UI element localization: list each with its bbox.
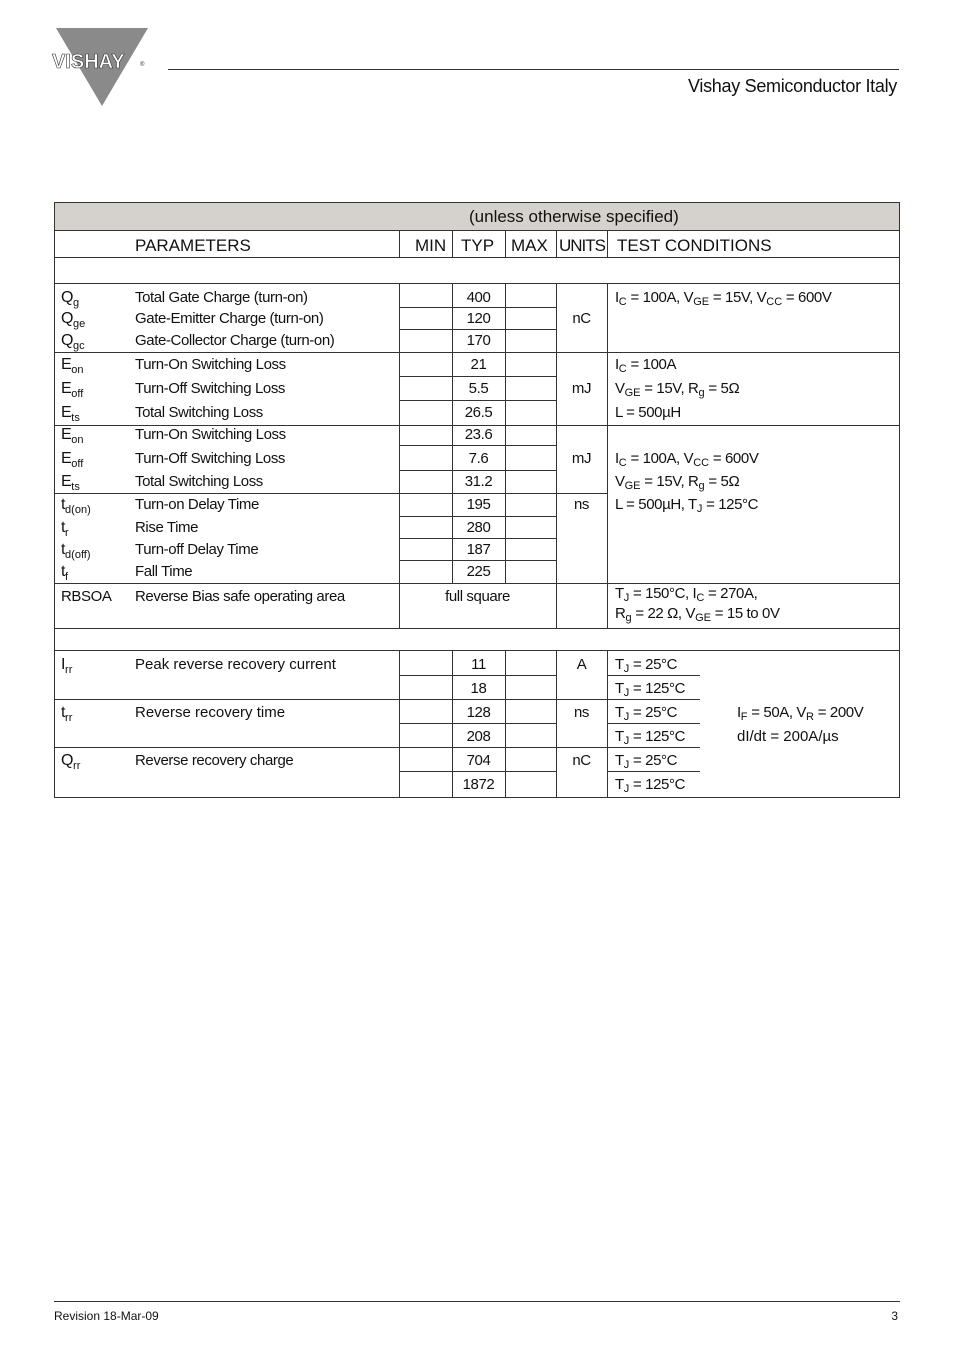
typ-value: 5.5 [468, 380, 489, 397]
symbol: $E_{off}$ [61, 380, 84, 400]
typ-value: 195 [466, 496, 491, 513]
symbol: $E_{off}$ [61, 450, 84, 470]
col-parameters: PARAMETERS [135, 236, 251, 255]
symbol: $E_{on}$ [61, 426, 84, 446]
typ-value: 128 [466, 704, 491, 721]
parameter-name: Total Gate Charge (turn-on) [135, 289, 308, 306]
switching-loss-group [55, 353, 899, 426]
tj-condition: $T_J = 25^\circ C$ [615, 656, 678, 675]
parameter-name: Turn-on Delay Time [135, 496, 259, 513]
unit-value: nC [572, 310, 591, 327]
parameter-name: Peak reverse recovery current [135, 656, 336, 673]
typ-value: 1872 [462, 776, 495, 793]
parameter-name: Turn-Off Switching Loss [135, 450, 286, 467]
test-condition: L = 500µH, $T_J = 125^\circ C$ [615, 496, 759, 515]
parameter-name: Turn-off Delay Time [135, 541, 259, 558]
typ-value: 120 [466, 310, 491, 327]
tj-condition: $T_J = 125^\circ C$ [615, 728, 686, 747]
page-number: 3 [891, 1309, 898, 1323]
company-name: Vishay Semiconductor Italy [688, 76, 897, 96]
typ-value: 704 [466, 752, 491, 769]
table-caption [55, 203, 899, 231]
symbol: $I_{rr}$ [61, 656, 73, 676]
symbol: $t_{d(off)}$ [61, 541, 91, 561]
rbsoa-row [55, 584, 899, 629]
unit-value: A [576, 656, 587, 673]
tj-condition: $T_J = 125^\circ C$ [615, 680, 686, 699]
revision-text: Revision 18-Mar-09 [54, 1309, 159, 1323]
parameter-name: Rise Time [135, 519, 199, 536]
typ-value: full square [445, 588, 510, 605]
test-condition: $V_{GE} = 15V$, $R_g = 5\Omega$ [615, 380, 740, 399]
symbol: $E_{ts}$ [61, 473, 80, 493]
col-min: MIN [415, 236, 447, 255]
typ-value: 7.6 [468, 450, 489, 467]
gate-charge-group [55, 284, 899, 353]
unit-value: ns [573, 496, 590, 513]
symbol: $Q_{rr}$ [61, 752, 81, 772]
test-condition: L = 500µH [615, 404, 681, 421]
test-condition: $T_J = 150^\circ C$, $I_C = 270A$, [615, 585, 758, 604]
parameter-name: Turn-Off Switching Loss [135, 380, 286, 397]
col-typ: TYP [461, 236, 495, 255]
caption-text: (unless otherwise specified) [469, 207, 679, 226]
typ-value: 31.2 [464, 473, 493, 490]
section-gap [55, 258, 899, 284]
unit-value: mJ [571, 380, 592, 397]
col-max: MAX [511, 236, 548, 255]
parameter-name: Turn-On Switching Loss [135, 356, 286, 373]
symbol: $t_{rr}$ [61, 704, 73, 724]
unit-value: ns [573, 704, 590, 721]
typ-value: 21 [470, 356, 487, 373]
symbol: $Q_{ge}$ [61, 310, 86, 330]
specifications-table [54, 202, 900, 798]
parameter-name: Turn-On Switching Loss [135, 426, 286, 443]
vishay-logo [52, 28, 152, 108]
typ-value: 170 [466, 332, 491, 349]
parameter-name: Fall Time [135, 563, 193, 580]
test-condition: $V_{GE} = 15V$, $R_g = 5\Omega$ [615, 473, 740, 492]
test-condition: $I_C = 100A$ [615, 356, 677, 375]
svg-text:VISHAY: VISHAY [52, 51, 125, 73]
unit-value: nC [572, 752, 591, 769]
typ-value: 208 [466, 728, 491, 745]
tj-condition: $T_J = 25^\circ C$ [615, 704, 678, 723]
symbol: $E_{ts}$ [61, 404, 80, 424]
tj-condition: $T_J = 25^\circ C$ [615, 752, 678, 771]
parameter-name: Gate-Collector Charge (turn-on) [135, 332, 335, 349]
test-condition: $R_g = 22$ Ω, $V_{GE} = 15$ to 0V [615, 605, 780, 624]
typ-value: 18 [470, 680, 487, 697]
parameter-name: Reverse recovery time [135, 704, 286, 721]
parameter-name: Total Switching Loss [135, 404, 263, 421]
common-condition: $I_F = 50A$, $V_R = 200V$ [737, 704, 864, 723]
typ-value: 26.5 [464, 404, 493, 421]
symbol: RBSOA [61, 588, 112, 605]
typ-value: 400 [466, 289, 491, 306]
symbol: $t_{d(on)}$ [61, 496, 91, 516]
test-condition: $I_C = 100A$, $V_{GE} = 15V$, $V_{CC} = 600V$ [615, 289, 832, 308]
tj-condition: $T_J = 125^\circ C$ [615, 776, 686, 795]
typ-value: 280 [466, 519, 491, 536]
typ-value: 187 [466, 541, 491, 558]
header-rule [168, 69, 899, 70]
common-condition: dI/dt = 200A/µs [737, 728, 839, 745]
symbol: $t_f$ [61, 563, 69, 583]
col-test-conditions: TEST CONDITIONS [617, 236, 772, 255]
parameter-name: Total Switching Loss [135, 473, 263, 490]
symbol: $t_r$ [61, 519, 69, 539]
section-gap [55, 629, 899, 651]
typ-value: 23.6 [464, 426, 493, 443]
footer-rule [54, 1301, 900, 1302]
symbol: $E_{on}$ [61, 356, 84, 376]
unit-value: mJ [571, 450, 592, 467]
svg-text:®: ® [140, 62, 145, 68]
typ-value: 225 [466, 563, 491, 580]
typ-value: 11 [471, 656, 486, 673]
table-header-row [55, 231, 899, 258]
parameter-name: Reverse Bias safe operating area [135, 588, 345, 605]
test-condition: $I_C = 100A$, $V_{CC} = 600V$ [615, 450, 759, 469]
parameter-name: Gate-Emitter Charge (turn-on) [135, 310, 324, 327]
switching-125c-group [55, 426, 899, 584]
parameter-name: Reverse recovery charge [135, 752, 294, 769]
symbol: $Q_g$ [61, 289, 80, 309]
col-units: UNITS [559, 236, 605, 255]
diode-recovery-group [55, 651, 899, 797]
symbol: $Q_{gc}$ [61, 332, 85, 352]
